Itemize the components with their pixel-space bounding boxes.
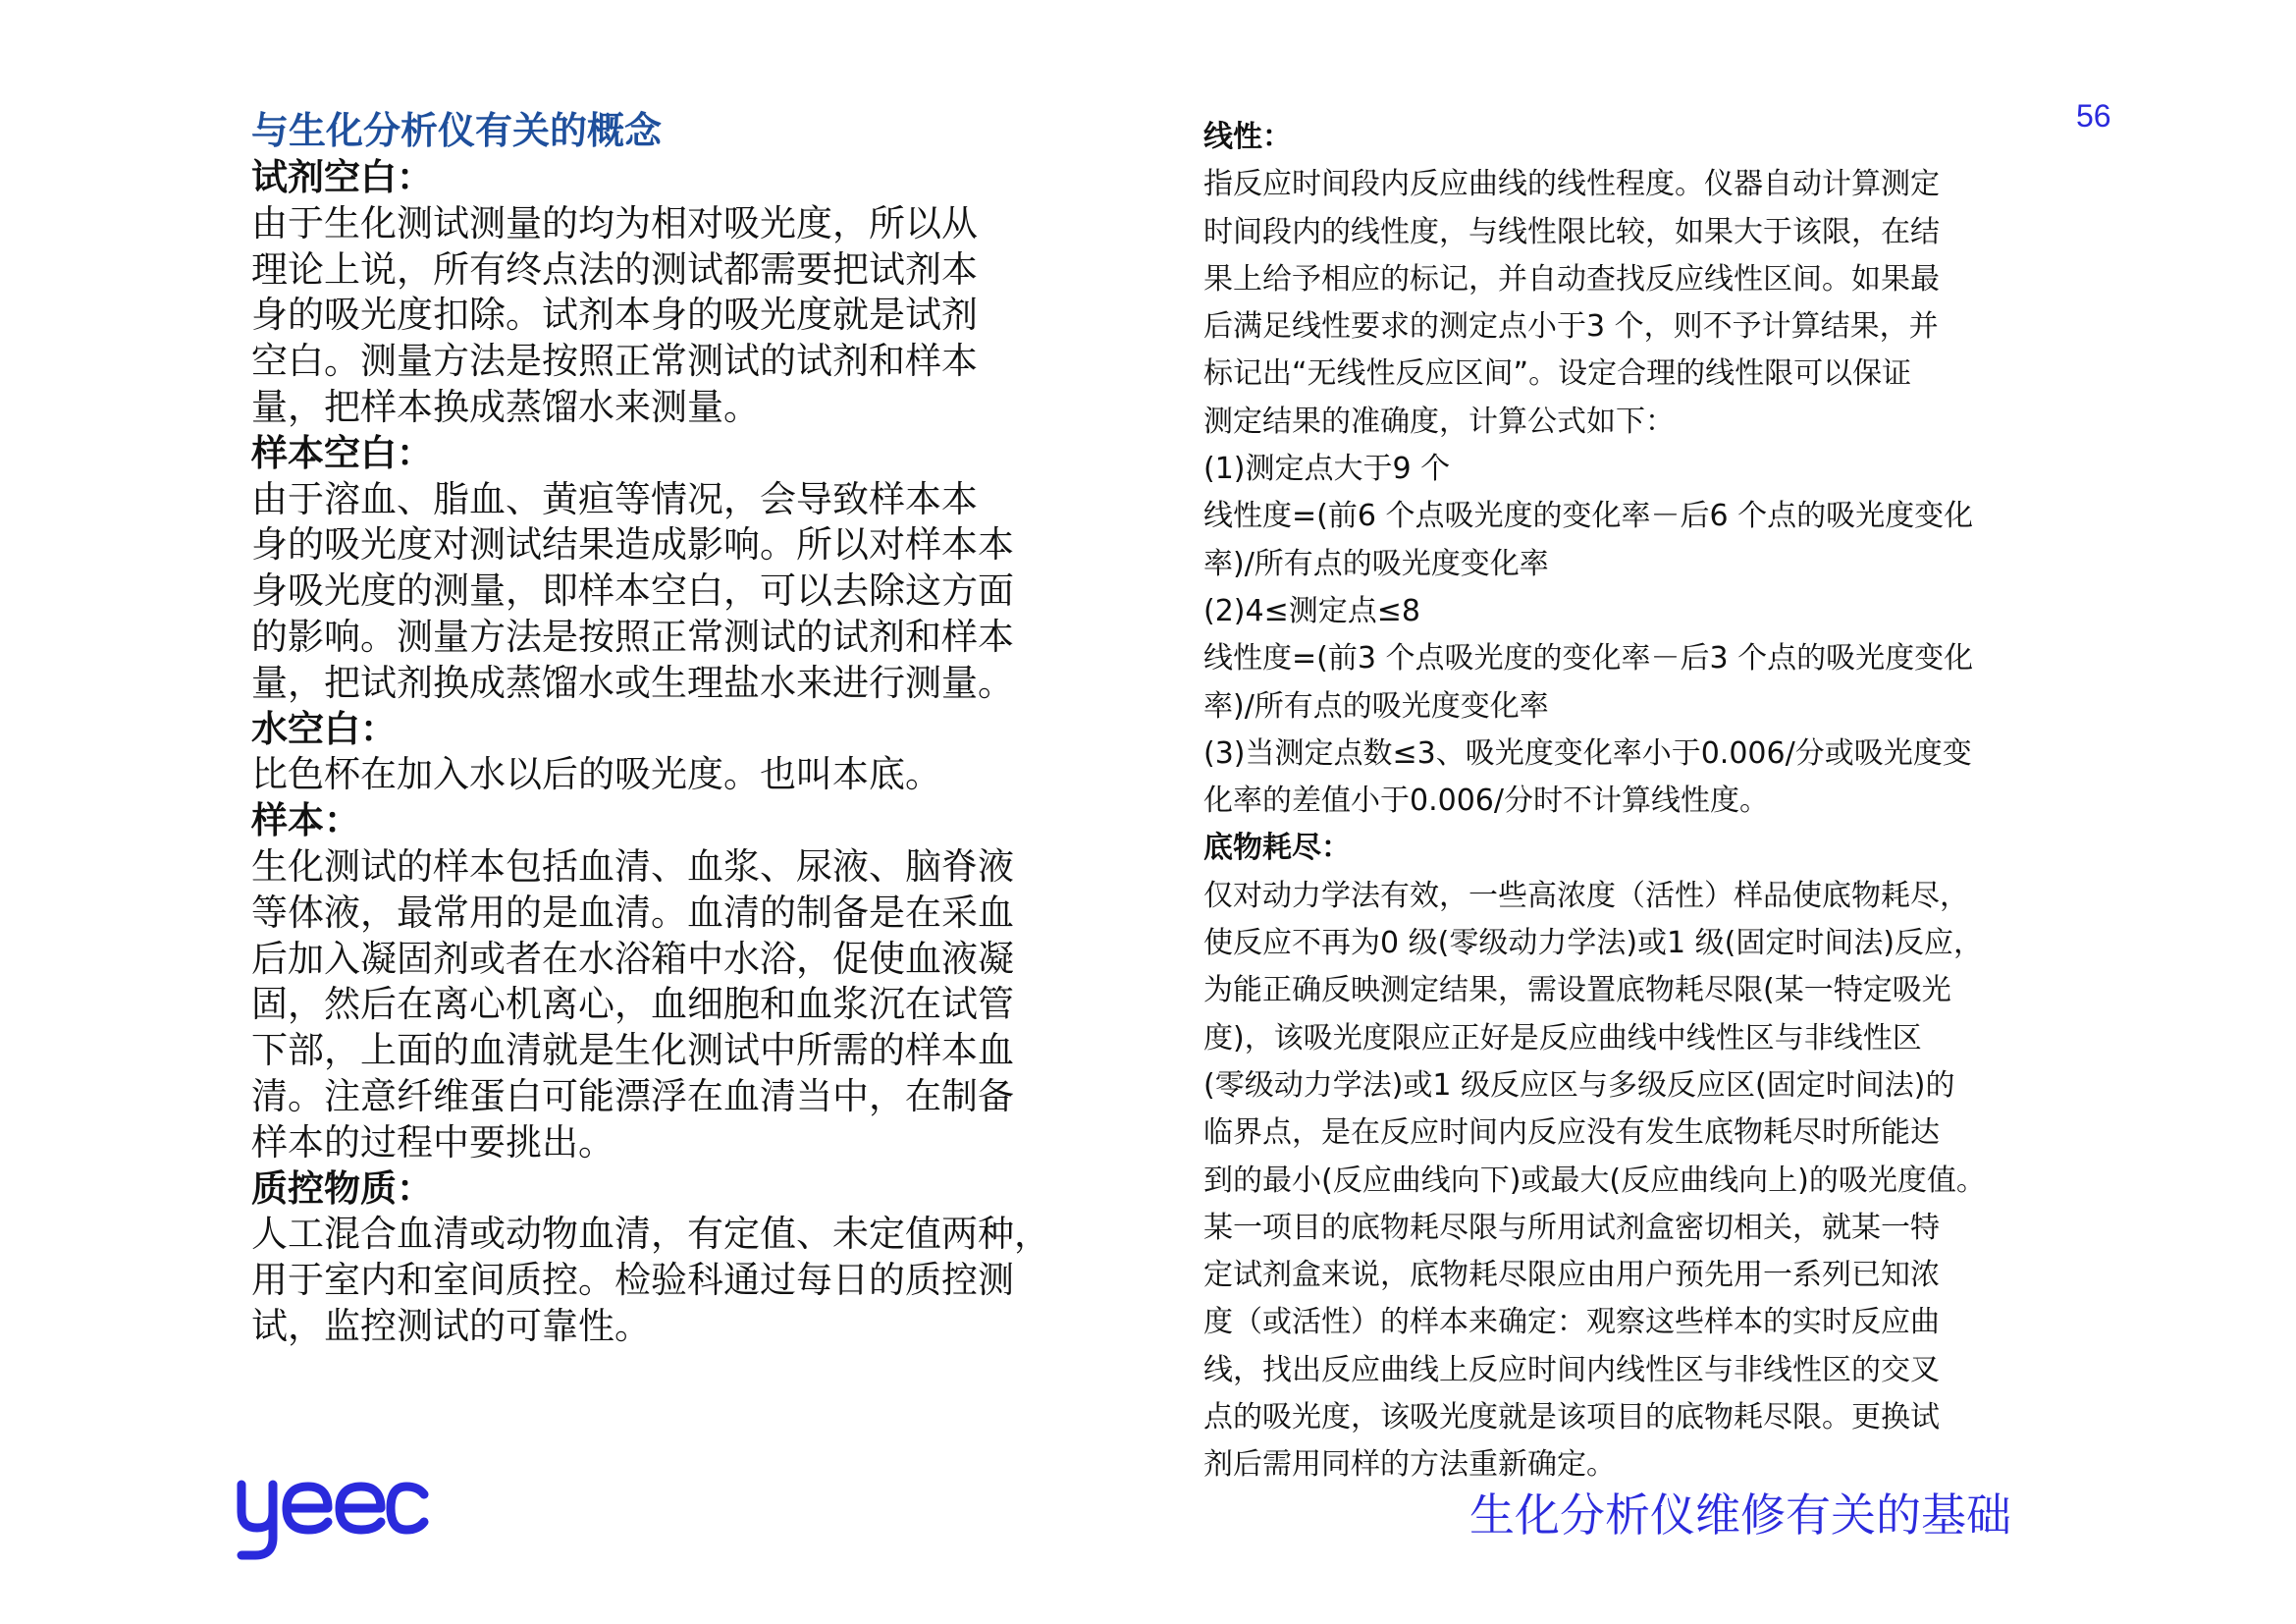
paragraph-line: 率)/所有点的吸光度变化率 [1203, 546, 1549, 581]
paragraph-line: (1)测定点大于9 个 [1203, 452, 1451, 487]
paragraph-line: 比色杯在加入水以后的吸光度。也叫本底。 [251, 753, 941, 796]
paragraph-line: 率)/所有点的吸光度变化率 [1203, 688, 1549, 724]
page-title: 与生化分析仪有关的概念 [251, 109, 663, 152]
section-heading: 水空白： [251, 707, 397, 750]
paragraph-line: 的影响。测量方法是按照正常测试的试剂和样本 [251, 615, 1014, 658]
paragraph-line: 时间段内的线性度，与线性限比较，如果大于该限，在结 [1203, 214, 1940, 249]
paragraph-line: 后加入凝固剂或者在水浴箱中水浴，促使血液凝 [251, 937, 1014, 980]
right-sections [1203, 114, 2067, 1489]
paragraph-line: 标记出“无线性反应区间”。设定合理的线性限可以保证 [1203, 356, 1912, 392]
paragraph-line: (零级动力学法)或1 级反应区与多级反应区(固定时间法)的 [1203, 1067, 1955, 1103]
paragraph-line: 果上给予相应的标记，并自动查找反应线性区间。如果最 [1203, 261, 1940, 297]
paragraph-line: (3)当测定点数≤3、吸光度变化率小于0.006/分或吸光度变 [1203, 735, 1972, 771]
section-heading: 样本： [251, 799, 360, 842]
paragraph-line: 为能正确反映测定结果，需设置底物耗尽限(某一特定吸光 [1203, 973, 1951, 1008]
paragraph-line: 用于室内和室间质控。检验科通过每日的质控测 [251, 1259, 1014, 1302]
paragraph-line: 理论上说，所有终点法的测试都需要把试剂本 [251, 247, 978, 291]
paragraph-line: 度)，该吸光度限应正好是反应曲线中线性区与非线性区 [1203, 1020, 1922, 1056]
section [251, 707, 1095, 799]
yeec-logo-graphic [232, 1473, 432, 1563]
paragraph-line: 度（或活性）的样本来确定：观察这些样本的实时反应曲 [1203, 1305, 1940, 1340]
paragraph-line: 化率的差值小于0.006/分时不计算线性度。 [1203, 784, 1769, 819]
section [251, 155, 1095, 431]
paragraph-line: 生化测试的样本包括血清、血浆、尿液、脑脊液 [251, 844, 1014, 888]
paragraph-line: 样本的过程中要挑出。 [251, 1120, 614, 1164]
paragraph-line: 固，然后在离心机离心，血细胞和血浆沉在试管 [251, 983, 1014, 1026]
paragraph-line: 仅对动力学法有效，一些高浓度（活性）样品使底物耗尽， [1203, 878, 1969, 913]
left-column [251, 106, 1095, 1350]
page-number: 56 [2076, 98, 2111, 134]
paragraph-line: 试，监控测试的可靠性。 [251, 1304, 651, 1347]
paragraph-line: 清。注意纤维蛋白可能漂浮在血清当中，在制备 [251, 1074, 1014, 1117]
paragraph-line: 定试剂盒来说，底物耗尽限应由用户预先用一系列已知浓 [1203, 1258, 1940, 1293]
paragraph-line: 量，把试剂换成蒸馏水或生理盐水来进行测量。 [251, 661, 1014, 704]
right-column [1203, 114, 2067, 1489]
paragraph-line: 指反应时间段内反应曲线的线性程度。仪器自动计算测定 [1203, 167, 1940, 202]
section-heading: 质控物质： [251, 1166, 433, 1210]
section [1203, 825, 2067, 1489]
left-sections [251, 155, 1095, 1350]
paragraph-line: 线性度=(前3 个点吸光度的变化率－后3 个点的吸光度变化 [1203, 641, 1974, 677]
section-heading: 线性： [1203, 120, 1292, 154]
yeec-logo [232, 1473, 432, 1563]
section [251, 431, 1095, 707]
paragraph-line: 量，把样本换成蒸馏水来测量。 [251, 385, 760, 428]
section [1203, 114, 2067, 825]
paragraph-line: 剂后需用同样的方法重新确定。 [1203, 1447, 1616, 1483]
paragraph-line: 某一项目的底物耗尽限与所用试剂盒密切相关，就某一特 [1203, 1210, 1940, 1245]
section-heading: 样本空白： [251, 431, 433, 474]
paragraph-line: 身吸光度的测量，即样本空白，可以去除这方面 [251, 569, 1014, 613]
paragraph-line: 身的吸光度扣除。试剂本身的吸光度就是试剂 [251, 294, 978, 337]
paragraph-line: 人工混合血清或动物血清，有定值、未定值两种， [251, 1213, 1050, 1256]
paragraph-line: 到的最小(反应曲线向下)或最大(反应曲线向上)的吸光度值。 [1203, 1163, 1986, 1198]
paragraph-line: (2)4≤测定点≤8 [1203, 593, 1420, 628]
paragraph-line: 临界点，是在反应时间内反应没有发生底物耗尽时所能达 [1203, 1115, 1940, 1151]
paragraph-line: 空白。测量方法是按照正常测试的试剂和样本 [251, 340, 978, 383]
paragraph-line: 线性度=(前6 个点吸光度的变化率－后6 个点的吸光度变化 [1203, 499, 1974, 534]
section [251, 798, 1095, 1165]
paragraph-line: 测定结果的准确度，计算公式如下： [1203, 404, 1675, 439]
paragraph-line: 由于生化测试测量的均为相对吸光度，所以从 [251, 201, 978, 244]
section [251, 1166, 1095, 1350]
section-heading: 试剂空白： [251, 156, 433, 198]
paragraph-line: 身的吸光度对测试结果造成影响。所以对样本本 [251, 523, 1014, 567]
paragraph-line: 下部，上面的血清就是生化测试中所需的样本血 [251, 1029, 1014, 1072]
footer-title: 生化分析仪维修有关的基础 [1469, 1489, 2011, 1542]
paragraph-line: 后满足线性要求的测定点小于3 个，则不予计算结果，并 [1203, 309, 1939, 345]
paragraph-line: 点的吸光度，该吸光度就是该项目的底物耗尽限。更换试 [1203, 1400, 1940, 1435]
paragraph-line: 由于溶血、脂血、黄疸等情况，会导致样本本 [251, 477, 978, 520]
paragraph-line: 等体液，最常用的是血清。血清的制备是在采血 [251, 891, 1014, 934]
paragraph-line: 使反应不再为0 级(零级动力学法)或1 级(固定时间法)反应， [1203, 926, 1984, 961]
paragraph-line: 线，找出反应曲线上反应时间内线性区与非线性区的交叉 [1203, 1352, 1940, 1387]
section-heading: 底物耗尽： [1203, 831, 1351, 866]
